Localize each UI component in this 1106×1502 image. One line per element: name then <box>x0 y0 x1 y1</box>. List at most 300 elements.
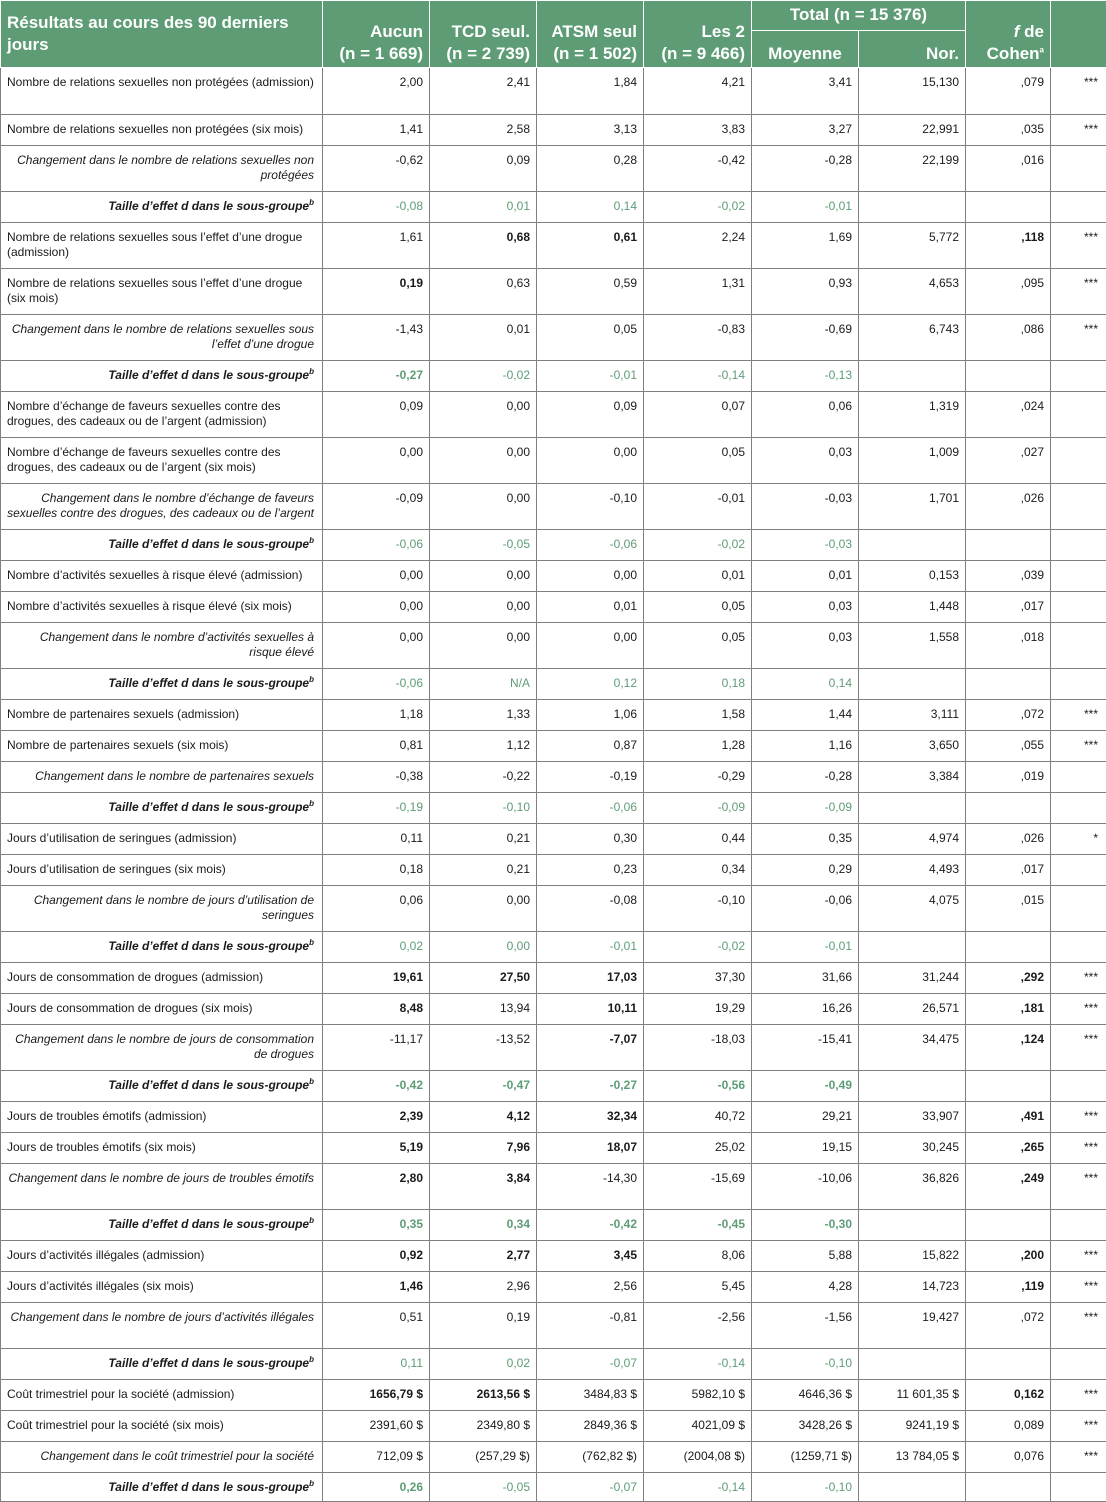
cell-value <box>859 361 966 392</box>
table-row <box>1 1303 1106 1349</box>
significance-marker: *** <box>1051 115 1106 146</box>
cell-value: 4021,09 $ <box>644 1411 752 1442</box>
cell-value: -10,06 <box>752 1164 859 1210</box>
cell-value: 0,05 <box>537 315 644 361</box>
cell-value: 0,00 <box>430 438 537 484</box>
cell-value: -0,10 <box>430 793 537 824</box>
cell-value: 1,61 <box>323 223 430 269</box>
cell-value: -7,07 <box>537 1025 644 1071</box>
table-row <box>1 438 1106 484</box>
cell-value: 5,772 <box>859 223 966 269</box>
cell-value: -0,01 <box>537 932 644 963</box>
significance-marker <box>1051 1473 1106 1502</box>
cell-value: 17,03 <box>537 963 644 994</box>
cell-value: -0,07 <box>537 1349 644 1380</box>
cell-value <box>966 1210 1051 1241</box>
significance-marker: *** <box>1051 1164 1106 1210</box>
cell-value: -0,05 <box>430 530 537 561</box>
cell-value: 0,00 <box>430 932 537 963</box>
row-label: Jours d’utilisation de seringues (admission) <box>1 824 323 855</box>
cell-value: -0,10 <box>644 886 752 932</box>
cell-value: -0,09 <box>644 793 752 824</box>
cell-value: (762,82 $) <box>537 1442 644 1473</box>
significance-marker: *** <box>1051 963 1106 994</box>
cell-value: 0,51 <box>323 1303 430 1349</box>
row-label: Taille d’effet d dans le sous-groupe$^b$ <box>1 530 323 561</box>
cell-value: 1,44 <box>752 700 859 731</box>
cell-value: 1,69 <box>752 223 859 269</box>
cell-value: ,292 <box>966 963 1051 994</box>
cell-value: 0,06 <box>323 886 430 932</box>
cell-value: -0,19 <box>323 793 430 824</box>
cell-value: ,079 <box>966 68 1051 115</box>
cell-value: -0,14 <box>644 1473 752 1502</box>
significance-marker: *** <box>1051 223 1106 269</box>
cell-value: 4,653 <box>859 269 966 315</box>
row-label: Jours de consommation de drogues (admission) <box>1 963 323 994</box>
table-row <box>1 1133 1106 1164</box>
cell-value: -0,02 <box>644 932 752 963</box>
cell-value: 0,00 <box>430 886 537 932</box>
cell-value: 2849,36 $ <box>537 1411 644 1442</box>
cell-value: ,491 <box>966 1102 1051 1133</box>
cell-value <box>859 932 966 963</box>
cell-value: 1,28 <box>644 731 752 762</box>
cell-value: 25,02 <box>644 1133 752 1164</box>
row-label: Coût trimestriel pour la société (six mois) <box>1 1411 323 1442</box>
table-row <box>1 994 1106 1025</box>
cell-value: ,086 <box>966 315 1051 361</box>
cell-value: -0,49 <box>752 1071 859 1102</box>
table-row <box>1 192 1106 223</box>
cell-value: 0,00 <box>430 623 537 669</box>
cell-value <box>966 793 1051 824</box>
cell-value: 3,27 <box>752 115 859 146</box>
cell-value: 712,09 $ <box>323 1442 430 1473</box>
table-row <box>1 146 1106 192</box>
cell-value: 0,61 <box>537 223 644 269</box>
cell-value: 32,34 <box>537 1102 644 1133</box>
significance-marker: *** <box>1051 994 1106 1025</box>
cell-value: 2,39 <box>323 1102 430 1133</box>
significance-marker <box>1051 762 1106 793</box>
row-label: Changement dans le nombre d’activités sexuelles à risque élevé <box>1 623 323 669</box>
cell-value: 15,130 <box>859 68 966 115</box>
cell-value: -0,10 <box>752 1349 859 1380</box>
cell-value <box>966 669 1051 700</box>
table-body <box>1 68 1106 1502</box>
cell-value: 1,84 <box>537 68 644 115</box>
cell-value: 0,00 <box>537 561 644 592</box>
cell-value: 3484,83 $ <box>537 1380 644 1411</box>
row-label: Nombre d’échange de faveurs sexuelles contre des drogues, des cadeaux ou de l’argent (admission) <box>1 392 323 438</box>
cell-value <box>966 932 1051 963</box>
cell-value: -0,27 <box>537 1071 644 1102</box>
cell-value: 0,93 <box>752 269 859 315</box>
cell-value: 1,701 <box>859 484 966 530</box>
cell-value <box>859 669 966 700</box>
row-label: Changement dans le coût trimestriel pour la société <box>1 1442 323 1473</box>
cell-value <box>859 192 966 223</box>
cell-value: 33,907 <box>859 1102 966 1133</box>
row-label: Taille d’effet d dans le sous-groupe$^b$ <box>1 192 323 223</box>
cell-value <box>966 1349 1051 1380</box>
cell-value: -0,08 <box>537 886 644 932</box>
cell-value: 1,448 <box>859 592 966 623</box>
cell-value: -0,56 <box>644 1071 752 1102</box>
cell-value: -0,19 <box>537 762 644 793</box>
row-label: Taille d’effet d dans le sous-groupe$^b$ <box>1 932 323 963</box>
cell-value: 13 784,05 $ <box>859 1442 966 1473</box>
table-row <box>1 1380 1106 1411</box>
cell-value: 9241,19 $ <box>859 1411 966 1442</box>
cell-value: -0,07 <box>537 1473 644 1502</box>
significance-marker: *** <box>1051 731 1106 762</box>
row-label: Coût trimestriel pour la société (admission) <box>1 1380 323 1411</box>
cell-value: 0,00 <box>430 592 537 623</box>
header-group-aucun: Aucun (n = 1 669) <box>323 1 430 68</box>
table-row <box>1 1071 1106 1102</box>
cell-value: 19,15 <box>752 1133 859 1164</box>
row-label: Nombre d’échange de faveurs sexuelles contre des drogues, des cadeaux ou de l’argent (six mois) <box>1 438 323 484</box>
cell-value: 8,06 <box>644 1241 752 1272</box>
cell-value: 1,18 <box>323 700 430 731</box>
cell-value: -0,01 <box>644 484 752 530</box>
significance-marker <box>1051 438 1106 484</box>
table-row <box>1 623 1106 669</box>
cell-value: ,055 <box>966 731 1051 762</box>
significance-marker <box>1051 1210 1106 1241</box>
cell-value: ,072 <box>966 1303 1051 1349</box>
cell-value: 30,245 <box>859 1133 966 1164</box>
cell-value: -1,56 <box>752 1303 859 1349</box>
cell-value: 1,46 <box>323 1272 430 1303</box>
cell-value: 22,199 <box>859 146 966 192</box>
row-label: Changement dans le nombre de jours de troubles émotifs <box>1 1164 323 1210</box>
table-row <box>1 561 1106 592</box>
cell-value: -0,03 <box>752 484 859 530</box>
header-group-atsm: ATSM seul (n = 1 502) <box>537 1 644 68</box>
cell-value: 0,00 <box>430 561 537 592</box>
cell-value: -0,05 <box>430 1473 537 1502</box>
cell-value: 2,80 <box>323 1164 430 1210</box>
table-header <box>1 1 1106 68</box>
cell-value: -0,02 <box>430 361 537 392</box>
cell-value: 13,94 <box>430 994 537 1025</box>
cell-value: 1,12 <box>430 731 537 762</box>
cell-value: ,019 <box>966 762 1051 793</box>
row-label: Jours de troubles émotifs (six mois) <box>1 1133 323 1164</box>
table-row <box>1 855 1106 886</box>
cell-value: ,017 <box>966 855 1051 886</box>
table-row <box>1 1349 1106 1380</box>
cell-value: 2,56 <box>537 1272 644 1303</box>
cell-value: 0,18 <box>644 669 752 700</box>
row-label: Nombre de relations sexuelles non protégées (admission) <box>1 68 323 115</box>
table-row <box>1 1272 1106 1303</box>
cell-value: 0,00 <box>430 484 537 530</box>
cell-value: -0,42 <box>323 1071 430 1102</box>
row-label: Jours de troubles émotifs (admission) <box>1 1102 323 1133</box>
cell-value: -0,03 <box>752 530 859 561</box>
cell-value: 4,12 <box>430 1102 537 1133</box>
cell-value: 0,00 <box>323 592 430 623</box>
cell-value: 0,19 <box>430 1303 537 1349</box>
cell-value: 31,66 <box>752 963 859 994</box>
row-label: Jours d’activités illégales (six mois) <box>1 1272 323 1303</box>
cell-value <box>966 192 1051 223</box>
cell-value: -0,06 <box>537 793 644 824</box>
cell-value: 0,06 <box>752 392 859 438</box>
table-row <box>1 361 1106 392</box>
cell-value: ,016 <box>966 146 1051 192</box>
cell-value: -11,17 <box>323 1025 430 1071</box>
row-label: Changement dans le nombre de relations sexuelles non protégées <box>1 146 323 192</box>
cell-value: -0,02 <box>644 192 752 223</box>
cell-value: -14,30 <box>537 1164 644 1210</box>
row-label: Taille d’effet d dans le sous-groupe$^b$ <box>1 1349 323 1380</box>
cell-value: -0,01 <box>752 932 859 963</box>
cell-value: 27,50 <box>430 963 537 994</box>
cell-value: 31,244 <box>859 963 966 994</box>
cell-value: -18,03 <box>644 1025 752 1071</box>
cell-value: 1,558 <box>859 623 966 669</box>
cell-value: 19,427 <box>859 1303 966 1349</box>
row-label: Taille d’effet d dans le sous-groupe$^b$ <box>1 793 323 824</box>
cell-value: -0,47 <box>430 1071 537 1102</box>
row-label: Nombre d’activités sexuelles à risque élevé (admission) <box>1 561 323 592</box>
significance-marker: *** <box>1051 1102 1106 1133</box>
cell-value: 0,35 <box>323 1210 430 1241</box>
row-label: Changement dans le nombre de jours d’utilisation de seringues <box>1 886 323 932</box>
cell-value: -0,01 <box>537 361 644 392</box>
cell-value: 0,01 <box>430 192 537 223</box>
cell-value: 0,02 <box>323 932 430 963</box>
cell-value: -0,06 <box>752 886 859 932</box>
cell-value: 0,01 <box>537 592 644 623</box>
row-label: Nombre d’activités sexuelles à risque élevé (six mois) <box>1 592 323 623</box>
significance-marker <box>1051 361 1106 392</box>
cell-value: 3,111 <box>859 700 966 731</box>
significance-marker <box>1051 146 1106 192</box>
cell-value: 0,00 <box>323 623 430 669</box>
cell-value <box>859 1473 966 1502</box>
row-label: Nombre de partenaires sexuels (admission) <box>1 700 323 731</box>
cell-value: -0,10 <box>752 1473 859 1502</box>
cell-value: 0,18 <box>323 855 430 886</box>
cell-value: 0,02 <box>430 1349 537 1380</box>
significance-marker <box>1051 1349 1106 1380</box>
significance-marker: *** <box>1051 700 1106 731</box>
cell-value: -0,69 <box>752 315 859 361</box>
cell-value: 3,650 <box>859 731 966 762</box>
table-row <box>1 731 1106 762</box>
cell-value: -0,29 <box>644 762 752 793</box>
significance-marker <box>1051 192 1106 223</box>
row-label: Nombre de relations sexuelles sous l’effet d’une drogue (six mois) <box>1 269 323 315</box>
significance-marker: *** <box>1051 1442 1106 1473</box>
cell-value: 5,19 <box>323 1133 430 1164</box>
cell-value: -2,56 <box>644 1303 752 1349</box>
cell-value: (1259,71 $) <box>752 1442 859 1473</box>
significance-marker: *** <box>1051 1272 1106 1303</box>
cell-value: 4,974 <box>859 824 966 855</box>
cell-value: ,024 <box>966 392 1051 438</box>
cell-value: 0,26 <box>323 1473 430 1502</box>
table-row <box>1 762 1106 793</box>
cell-value: 15,822 <box>859 1241 966 1272</box>
cell-value: 16,26 <box>752 994 859 1025</box>
table-row <box>1 700 1106 731</box>
cell-value: ,035 <box>966 115 1051 146</box>
significance-marker: *** <box>1051 269 1106 315</box>
cell-value: ,039 <box>966 561 1051 592</box>
cell-value: 3,83 <box>644 115 752 146</box>
significance-marker: *** <box>1051 1303 1106 1349</box>
table-row <box>1 793 1106 824</box>
cell-value: 0,14 <box>752 669 859 700</box>
table-row <box>1 115 1106 146</box>
cell-value: 0,03 <box>752 623 859 669</box>
cell-value: 0,87 <box>537 731 644 762</box>
significance-marker <box>1051 484 1106 530</box>
table-row <box>1 963 1106 994</box>
cell-value: ,018 <box>966 623 1051 669</box>
cell-value: 4,075 <box>859 886 966 932</box>
cell-value: 0,076 <box>966 1442 1051 1473</box>
cell-value: (257,29 $) <box>430 1442 537 1473</box>
table-row <box>1 484 1106 530</box>
cell-value: 0,23 <box>537 855 644 886</box>
row-label: Nombre de partenaires sexuels (six mois) <box>1 731 323 762</box>
cell-value: 1,319 <box>859 392 966 438</box>
cell-value: -0,02 <box>644 530 752 561</box>
table-row <box>1 932 1106 963</box>
cell-value: 0,00 <box>537 623 644 669</box>
cell-value: -0,27 <box>323 361 430 392</box>
cell-value: 0,00 <box>323 561 430 592</box>
cell-value: -0,06 <box>323 530 430 561</box>
cell-value: 0,162 <box>966 1380 1051 1411</box>
cell-value: 2,00 <box>323 68 430 115</box>
cell-value: 0,089 <box>966 1411 1051 1442</box>
table-row <box>1 392 1106 438</box>
cell-value: 29,21 <box>752 1102 859 1133</box>
cell-value: 0,05 <box>644 592 752 623</box>
cell-value: 37,30 <box>644 963 752 994</box>
cell-value: 22,991 <box>859 115 966 146</box>
cell-value: ,026 <box>966 824 1051 855</box>
cell-value: 26,571 <box>859 994 966 1025</box>
cell-value: 1,41 <box>323 115 430 146</box>
cell-value: -0,06 <box>537 530 644 561</box>
table-row <box>1 530 1106 561</box>
cell-value: 3428,26 $ <box>752 1411 859 1442</box>
cell-value: 4,493 <box>859 855 966 886</box>
cell-value: 0,03 <box>752 438 859 484</box>
cell-value: -0,38 <box>323 762 430 793</box>
cell-value: -0,28 <box>752 146 859 192</box>
cell-value: 4,28 <box>752 1272 859 1303</box>
cell-value: 18,07 <box>537 1133 644 1164</box>
cell-value: 0,05 <box>644 438 752 484</box>
cell-value: 0,07 <box>644 392 752 438</box>
cell-value: ,265 <box>966 1133 1051 1164</box>
cell-value <box>859 1349 966 1380</box>
cell-value: 0,59 <box>537 269 644 315</box>
cell-value: ,017 <box>966 592 1051 623</box>
table-row <box>1 1442 1106 1473</box>
table-row <box>1 1025 1106 1071</box>
cell-value: 0,34 <box>644 855 752 886</box>
cell-value: 3,13 <box>537 115 644 146</box>
cell-value: 3,45 <box>537 1241 644 1272</box>
significance-marker: *** <box>1051 68 1106 115</box>
significance-marker <box>1051 855 1106 886</box>
cell-value: -0,08 <box>323 192 430 223</box>
table-row <box>1 824 1106 855</box>
cell-value: 0,14 <box>537 192 644 223</box>
table-row <box>1 68 1106 115</box>
cell-value: -0,45 <box>644 1210 752 1241</box>
cell-value: -0,06 <box>323 669 430 700</box>
cell-value: 2349,80 $ <box>430 1411 537 1442</box>
cell-value: 4,21 <box>644 68 752 115</box>
table-row <box>1 1411 1106 1442</box>
cell-value: 3,41 <box>752 68 859 115</box>
cell-value: 1,06 <box>537 700 644 731</box>
cell-value: 0,00 <box>430 392 537 438</box>
header-cohen: f de Cohen$^a$ <box>966 1 1051 68</box>
row-label: Changement dans le nombre d’échange de faveurs sexuelles contre des drogues, des cadeaux ou de l’argent <box>1 484 323 530</box>
cell-value: 19,29 <box>644 994 752 1025</box>
cell-value: 2,96 <box>430 1272 537 1303</box>
table-row <box>1 669 1106 700</box>
header-total: Total (n = 15 376) <box>752 1 966 31</box>
cell-value: 0,00 <box>323 438 430 484</box>
cell-value: ,119 <box>966 1272 1051 1303</box>
cell-value: 1,33 <box>430 700 537 731</box>
cell-value: 1656,79 $ <box>323 1380 430 1411</box>
cell-value: 10,11 <box>537 994 644 1025</box>
cell-value: 8,48 <box>323 994 430 1025</box>
significance-marker <box>1051 1071 1106 1102</box>
cell-value: -13,52 <box>430 1025 537 1071</box>
cell-value: ,124 <box>966 1025 1051 1071</box>
cell-value: 3,84 <box>430 1164 537 1210</box>
significance-marker <box>1051 392 1106 438</box>
cell-value: 0,03 <box>752 592 859 623</box>
cell-value: 2,41 <box>430 68 537 115</box>
cell-value: -0,83 <box>644 315 752 361</box>
cell-value: 0,92 <box>323 1241 430 1272</box>
cell-value: 1,009 <box>859 438 966 484</box>
cell-value: 2391,60 $ <box>323 1411 430 1442</box>
row-label: Jours de consommation de drogues (six mois) <box>1 994 323 1025</box>
cell-value: 0,28 <box>537 146 644 192</box>
row-label: Taille d’effet d dans le sous-groupe$^b$ <box>1 1473 323 1502</box>
cell-value: -0,42 <box>644 146 752 192</box>
cell-value: 0,09 <box>537 392 644 438</box>
cell-value: 36,826 <box>859 1164 966 1210</box>
cell-value: -0,62 <box>323 146 430 192</box>
significance-marker: *** <box>1051 1411 1106 1442</box>
cell-value: -15,69 <box>644 1164 752 1210</box>
cell-value: 0,44 <box>644 824 752 855</box>
header-significance <box>1051 1 1106 68</box>
significance-marker <box>1051 669 1106 700</box>
cell-value: 0,29 <box>752 855 859 886</box>
